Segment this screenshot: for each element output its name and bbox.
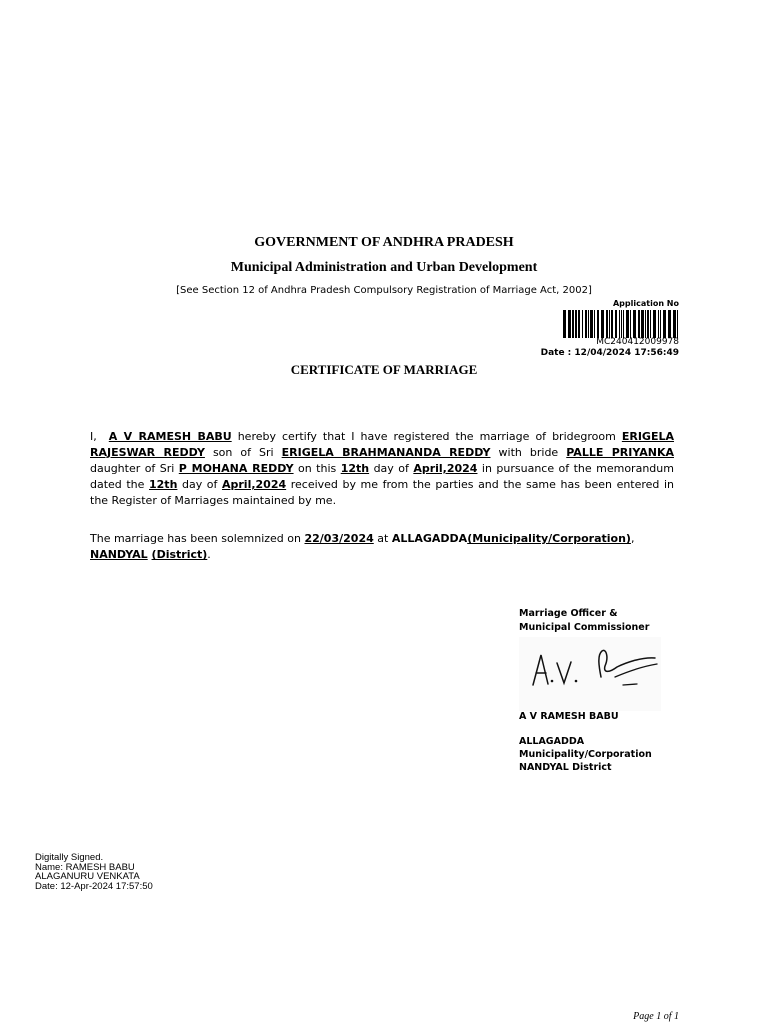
groom-father-name: ERIGELA BRAHMANANDA REDDY	[281, 446, 491, 459]
solemnization-paragraph: The marriage has been solemnized on 22/03/2024 at ALLAGADDA(Municipality/Corporation), NANDYAL (District).	[90, 532, 635, 561]
application-number: MC240412009978	[596, 337, 679, 347]
memorandum-day: 12th	[149, 478, 178, 491]
application-number-label: Application No	[612, 299, 679, 308]
bride-father-name: P MOHANA REDDY	[178, 462, 294, 475]
application-barcode	[562, 310, 679, 338]
certificate-title: CERTIFICATE OF MARRIAGE	[290, 362, 478, 377]
department-title: Municipal Administration and Urban Development	[230, 260, 538, 275]
act-reference: [See Section 12 of Andhra Pradesh Compulsory Registration of Marriage Act, 2002]	[176, 285, 592, 296]
officer-designation: Marriage Officer & Municipal Commissioner	[519, 608, 650, 633]
officer-name: A V RAMESH BABU	[519, 711, 619, 722]
bride-name: PALLE PRIYANKA	[566, 446, 674, 459]
handwritten-signature	[519, 637, 661, 711]
date-label: Date :	[540, 348, 572, 358]
registration-day: 12th	[340, 462, 370, 475]
application-date	[500, 348, 679, 358]
digital-signature-block: Digitally Signed. Name: RAMESH BABU ALAGANURU VENKATA Date: 12-Apr-2024 17:57:50	[35, 852, 153, 892]
registration-month-year: April,2024	[413, 462, 478, 475]
date-value: 12/04/2024 17:56:49	[574, 348, 679, 358]
solemnization-district: NANDYAL (District)	[90, 548, 208, 561]
certification-paragraph: I, A V RAMESH BABU hereby certify that I have registered the marriage of bridegroom ERIGELA RAJESWAR REDDY son of Sri ERIGELA BRAHMANANDA REDDY with bride PALLE PRIYANKA daughter of Sri P MOHANA REDDY on this 12th day of April,2024 in pursuance of the memorandum dated the 12th day of April,2024 received by me from the parties and the same has been entered in the Register of Marriages maintained by me.	[90, 430, 675, 507]
office-address: ALLAGADDA Municipality/Corporation NANDYAL District	[519, 736, 652, 773]
government-title: GOVERNMENT OF ANDHRA PRADESH	[254, 235, 514, 250]
page-number: Page 1 of 1	[633, 1011, 679, 1022]
officer-name-inline: A V RAMESH BABU	[108, 430, 232, 443]
memorandum-month-year: April,2024	[221, 478, 287, 491]
solemnization-date: 22/03/2024	[304, 532, 374, 545]
groom-name: ERIGELA RAJESWAR REDDY	[90, 430, 675, 459]
solemnization-place: ALLAGADDA(Municipality/Corporation)	[391, 532, 631, 545]
